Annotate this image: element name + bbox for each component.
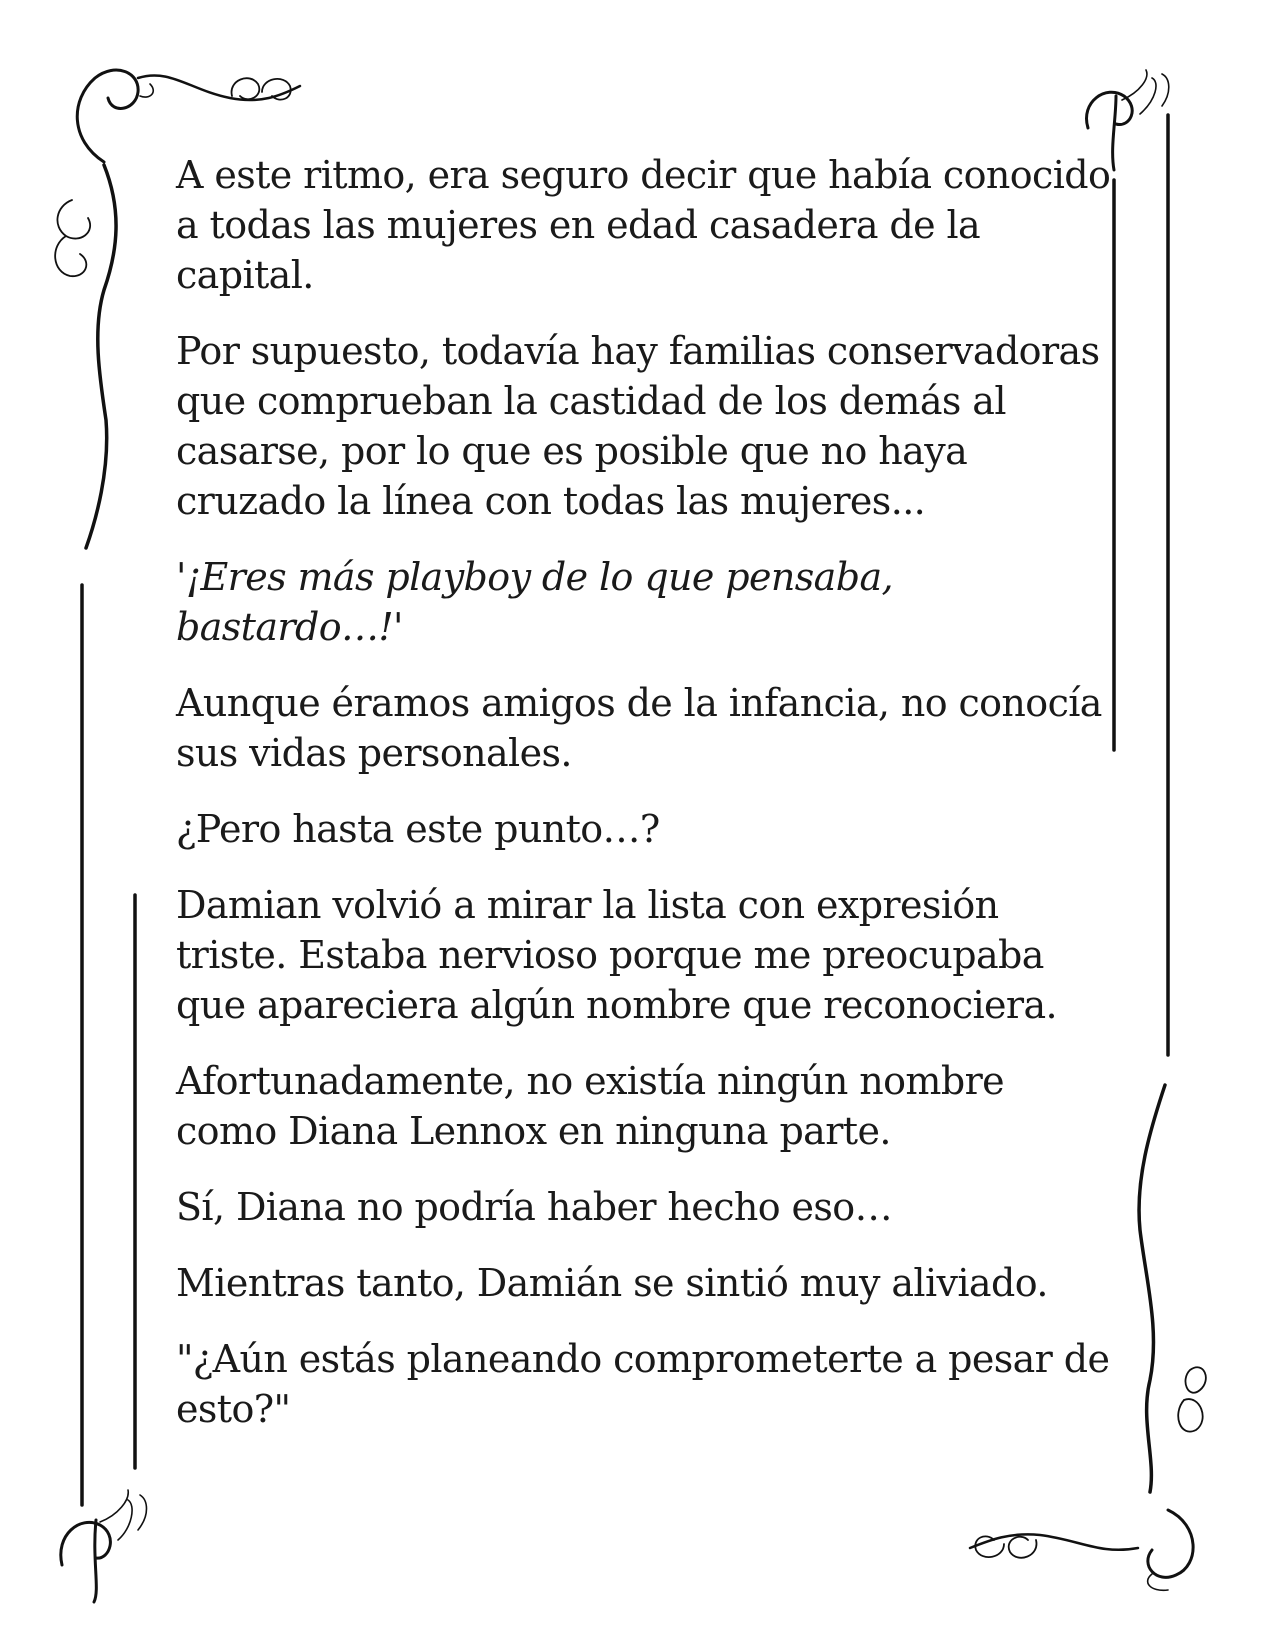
paragraph: Damian volvió a mirar la lista con expresión triste. Estaba nervioso porque me preocupaba que apareciera algún nombre que reconociera.: [176, 883, 1058, 1027]
dialogue-paragraph: "¿Aún estás planeando comprometerte a pesar de esto?": [176, 1337, 1110, 1431]
paragraph: Aunque éramos amigos de la infancia, no conocía sus vidas personales.: [176, 681, 1102, 775]
paragraph: Por supuesto, todavía hay familias conservadoras que comprueban la castidad de los demás al casarse, por lo que es posible que no haya cruzado la línea con todas las mujeres...: [176, 329, 1100, 523]
paragraph: Mientras tanto, Damián se sintió muy aliviado.: [176, 1261, 1048, 1305]
paragraph: A este ritmo, era seguro decir que había conocido a todas las mujeres en edad casadera de la capital.: [176, 153, 1111, 297]
inner-thought-paragraph: '¡Eres más playboy de lo que pensaba, bastardo…!': [176, 555, 893, 649]
bottom-left-flourish-ornament: [61, 1490, 147, 1602]
paragraph: ¿Pero hasta este punto…?: [176, 807, 660, 851]
paragraph: Sí, Diana no podría haber hecho eso…: [176, 1185, 892, 1229]
paragraph: Afortunadamente, no existía ningún nombre como Diana Lennox en ninguna parte.: [176, 1059, 1005, 1153]
story-text-body: [176, 150, 1116, 1460]
